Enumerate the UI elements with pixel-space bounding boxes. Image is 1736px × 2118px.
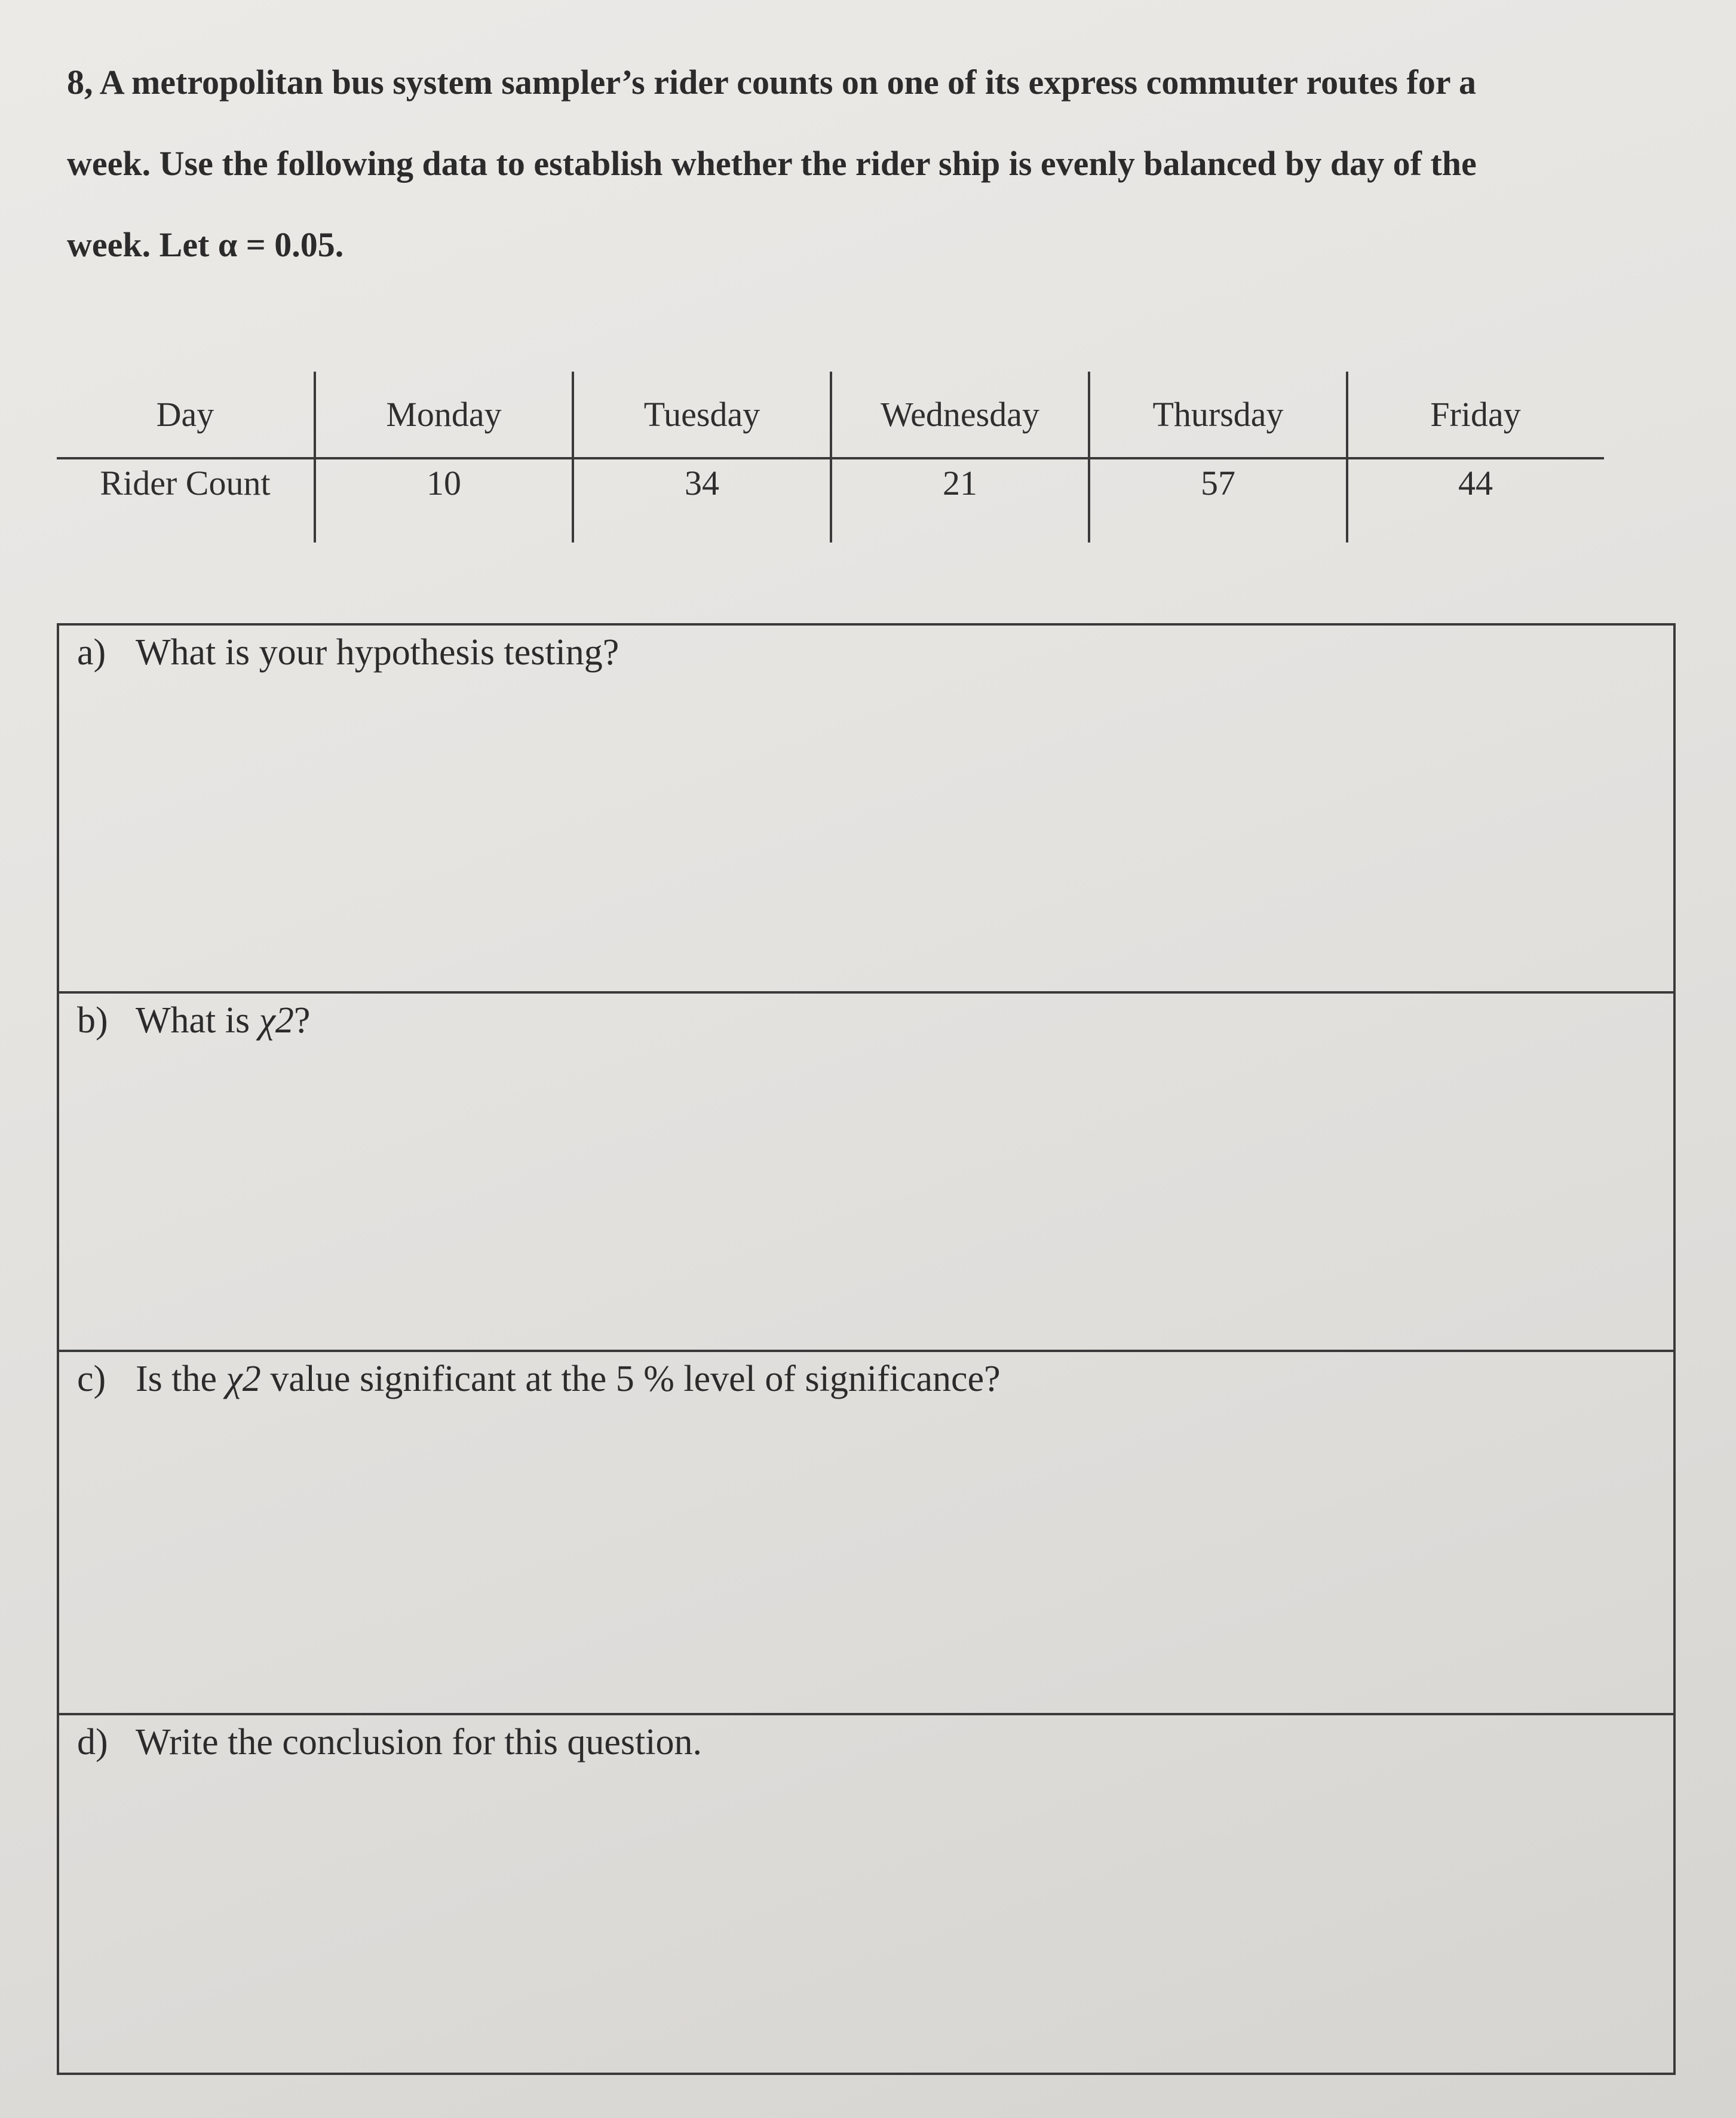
table-cell-wednesday: 21 bbox=[943, 464, 977, 502]
chi-square-symbol: χ2 bbox=[226, 1359, 261, 1399]
question-letter: c) bbox=[77, 1359, 106, 1399]
table-cell-tuesday: 34 bbox=[685, 464, 719, 502]
table-header-friday: Friday bbox=[1430, 395, 1521, 434]
table-header-day: Day bbox=[156, 395, 214, 434]
question-text: What is your hypothesis testing? bbox=[136, 632, 619, 673]
question-letter: d) bbox=[77, 1722, 108, 1763]
question-letter: a) bbox=[77, 632, 106, 673]
question-a bbox=[77, 632, 619, 674]
table-cell-friday: 44 bbox=[1458, 464, 1493, 502]
rider-count-table bbox=[57, 372, 1604, 542]
question-d bbox=[77, 1721, 702, 1764]
answer-box-d[interactable] bbox=[59, 1713, 1673, 2073]
table-divider-vertical bbox=[1346, 372, 1348, 542]
table-header-tuesday: Tuesday bbox=[643, 395, 760, 434]
question-text: What is bbox=[136, 1000, 259, 1041]
chi-square-symbol: χ2 bbox=[259, 1000, 294, 1041]
table-divider-vertical bbox=[830, 372, 832, 542]
answer-box-b[interactable] bbox=[59, 991, 1673, 1350]
answer-boxes bbox=[57, 623, 1676, 2075]
answer-box-c[interactable] bbox=[59, 1350, 1673, 1713]
table-row-label: Rider Count bbox=[100, 464, 271, 502]
problem-statement bbox=[67, 42, 1584, 286]
question-letter: b) bbox=[77, 1000, 108, 1041]
table-header-wednesday: Wednesday bbox=[881, 395, 1039, 434]
problem-line-2: week. Use the following data to establish whether the rider ship is evenly balanced by day of the bbox=[67, 144, 1477, 183]
table-header-monday: Monday bbox=[386, 395, 502, 434]
table-cell-monday: 10 bbox=[427, 464, 461, 502]
answer-box-a[interactable] bbox=[59, 626, 1673, 991]
question-c bbox=[77, 1358, 1001, 1400]
question-text-tail: ? bbox=[293, 1000, 311, 1041]
question-text-tail: value significant at the 5 % level of significance? bbox=[260, 1359, 1001, 1399]
problem-line-3: week. Let α = 0.05. bbox=[67, 225, 344, 264]
table-cell-thursday: 57 bbox=[1201, 464, 1235, 502]
question-b bbox=[77, 1000, 310, 1042]
question-text: Write the conclusion for this question. bbox=[136, 1722, 702, 1763]
table-divider-vertical bbox=[314, 372, 316, 542]
table-divider-vertical bbox=[572, 372, 574, 542]
question-text: Is the bbox=[136, 1359, 226, 1399]
table-divider-vertical bbox=[1088, 372, 1090, 542]
table-header-thursday: Thursday bbox=[1152, 395, 1284, 434]
problem-line-1: 8, A metropolitan bus system sampler’s rider counts on one of its express commuter routes for a bbox=[67, 63, 1477, 102]
